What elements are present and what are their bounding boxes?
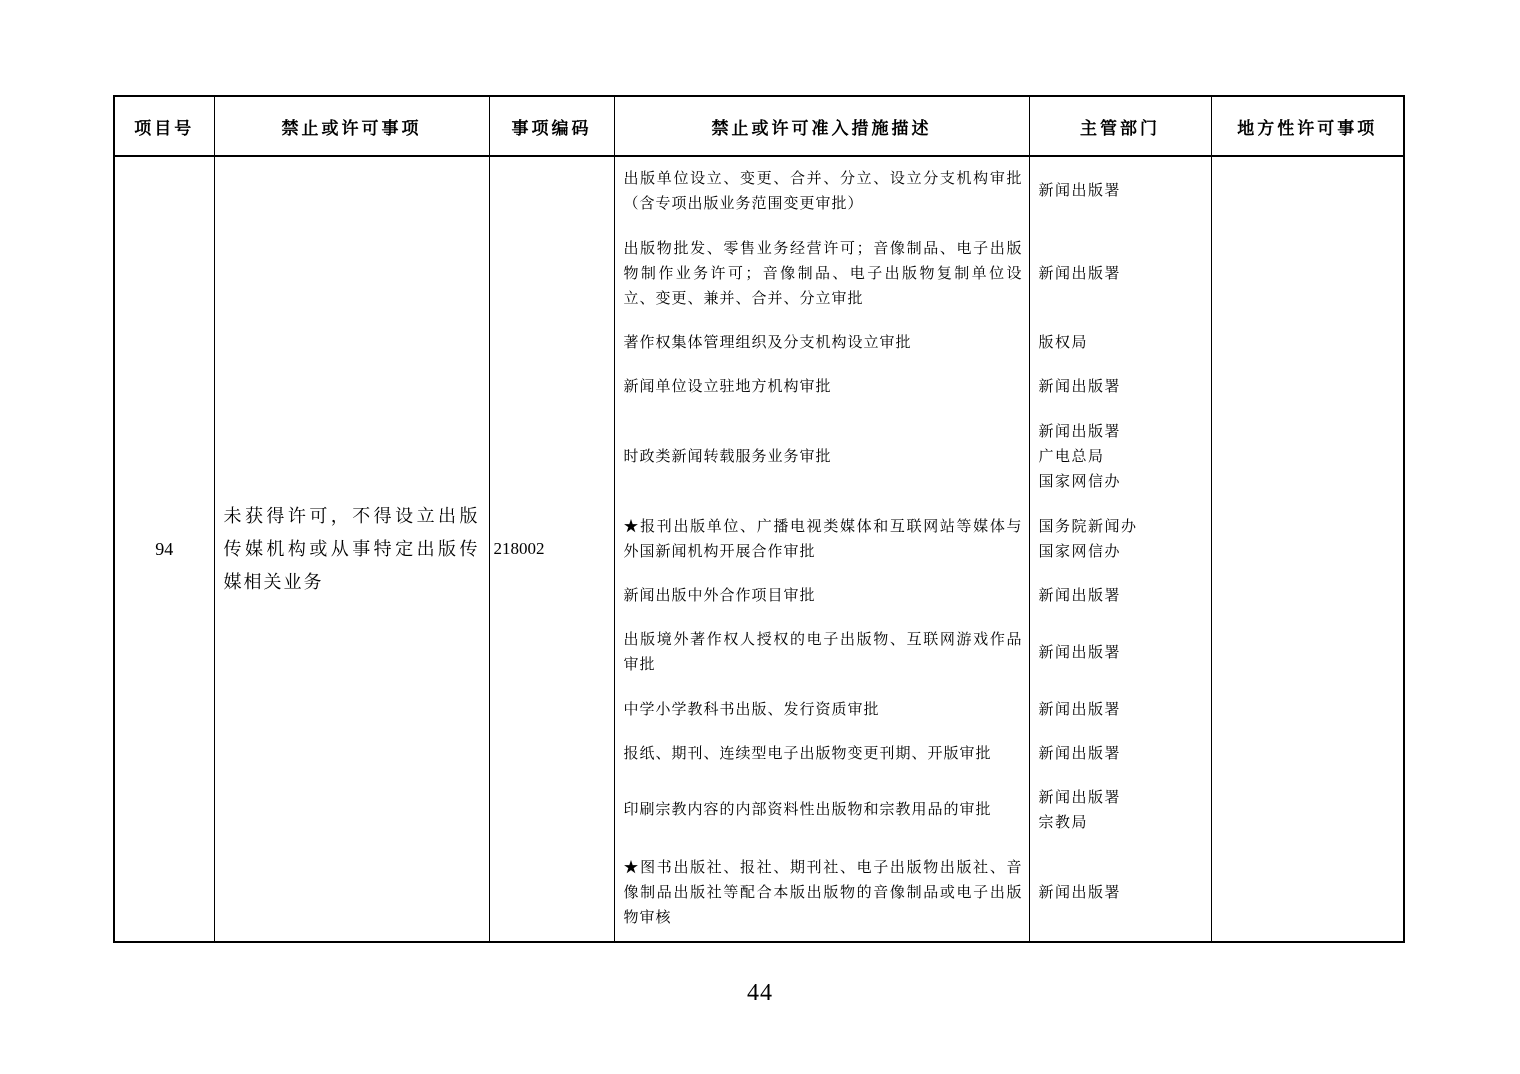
competent-department-cell xyxy=(1029,156,1211,227)
page-number: 44 xyxy=(747,980,773,1006)
competent-department-cell xyxy=(1029,410,1211,505)
department-name: 国务院新闻办 xyxy=(1038,518,1138,535)
competent-department-cell xyxy=(1029,575,1211,619)
department-name: 新闻出版署 xyxy=(1038,745,1122,762)
measure-description-cell: 出版境外著作权人授权的电子出版物、互联网游戏作品审批 xyxy=(614,619,1029,689)
measure-row xyxy=(114,156,1404,227)
competent-department-cell xyxy=(1029,322,1211,366)
measure-description-cell: 著作权集体管理组织及分支机构设立审批 xyxy=(614,322,1029,366)
measure-description-cell: ★报刊出版单位、广播电视类媒体和互联网站等媒体与外国新闻机构开展合作审批 xyxy=(614,505,1029,575)
competent-department-cell xyxy=(1029,366,1211,410)
department-name: 新闻出版署 xyxy=(1038,884,1122,901)
measure-description-cell: 出版物批发、零售业务经营许可；音像制品、电子出版物制作业务许可；音像制品、电子出版物复制单位设立、变更、兼并、合并、分立审批 xyxy=(614,227,1029,322)
competent-department-cell xyxy=(1029,505,1211,575)
header-item-no: 项目号 xyxy=(114,96,214,156)
competent-department-cell xyxy=(1029,732,1211,776)
measure-description-cell: 报纸、期刊、连续型电子出版物变更刊期、开版审批 xyxy=(614,732,1029,776)
department-name: 新闻出版署 xyxy=(1038,379,1122,396)
department-name: 新闻出版署 xyxy=(1038,588,1122,605)
item-code-cell: 218002 xyxy=(489,156,614,942)
local-licensing-cell xyxy=(1211,156,1404,942)
department-name: 新闻出版署 xyxy=(1038,701,1122,718)
header-local-licensing-item: 地方性许可事项 xyxy=(1211,96,1404,156)
header-prohibited-item: 禁止或许可事项 xyxy=(214,96,489,156)
measure-description-cell: 中学小学教科书出版、发行资质审批 xyxy=(614,688,1029,732)
department-name: 广电总局 xyxy=(1038,448,1105,465)
competent-department-cell xyxy=(1029,776,1211,846)
measure-description-cell: 新闻单位设立驻地方机构审批 xyxy=(614,366,1029,410)
measure-description-cell: 新闻出版中外合作项目审批 xyxy=(614,575,1029,619)
header-item-code: 事项编码 xyxy=(489,96,614,156)
negative-list-table xyxy=(113,95,1405,943)
measure-description-cell: 时政类新闻转载服务业务审批 xyxy=(614,410,1029,505)
table-body xyxy=(114,156,1404,942)
department-name: 新闻出版署 xyxy=(1038,644,1122,661)
table-header xyxy=(114,96,1404,156)
department-name: 国家网信办 xyxy=(1038,543,1122,560)
header-competent-department: 主管部门 xyxy=(1029,96,1211,156)
competent-department-cell xyxy=(1029,227,1211,322)
department-name: 国家网信办 xyxy=(1038,473,1122,490)
item-no-cell: 94 xyxy=(114,156,214,942)
department-name: 新闻出版署 xyxy=(1038,423,1122,440)
measure-description-cell: ★图书出版社、报社、期刊社、电子出版物出版社、音像制品出版社等配合本版出版物的音像制品或电子出版物审核 xyxy=(614,846,1029,942)
department-name: 宗教局 xyxy=(1038,814,1089,831)
competent-department-cell xyxy=(1029,846,1211,942)
prohibited-item-cell: 未获得许可，不得设立出版传媒机构或从事特定出版传媒相关业务 xyxy=(214,156,489,942)
header-measure-description: 禁止或许可准入措施描述 xyxy=(614,96,1029,156)
competent-department-cell xyxy=(1029,688,1211,732)
department-name: 版权局 xyxy=(1038,335,1089,352)
department-name: 新闻出版署 xyxy=(1038,265,1122,282)
department-name: 新闻出版署 xyxy=(1038,789,1122,806)
competent-department-cell xyxy=(1029,619,1211,689)
measure-description-cell: 出版单位设立、变更、合并、分立、设立分支机构审批（含专项出版业务范围变更审批） xyxy=(614,156,1029,227)
measure-description-cell: 印刷宗教内容的内部资料性出版物和宗教用品的审批 xyxy=(614,776,1029,846)
department-name: 新闻出版署 xyxy=(1038,183,1122,200)
